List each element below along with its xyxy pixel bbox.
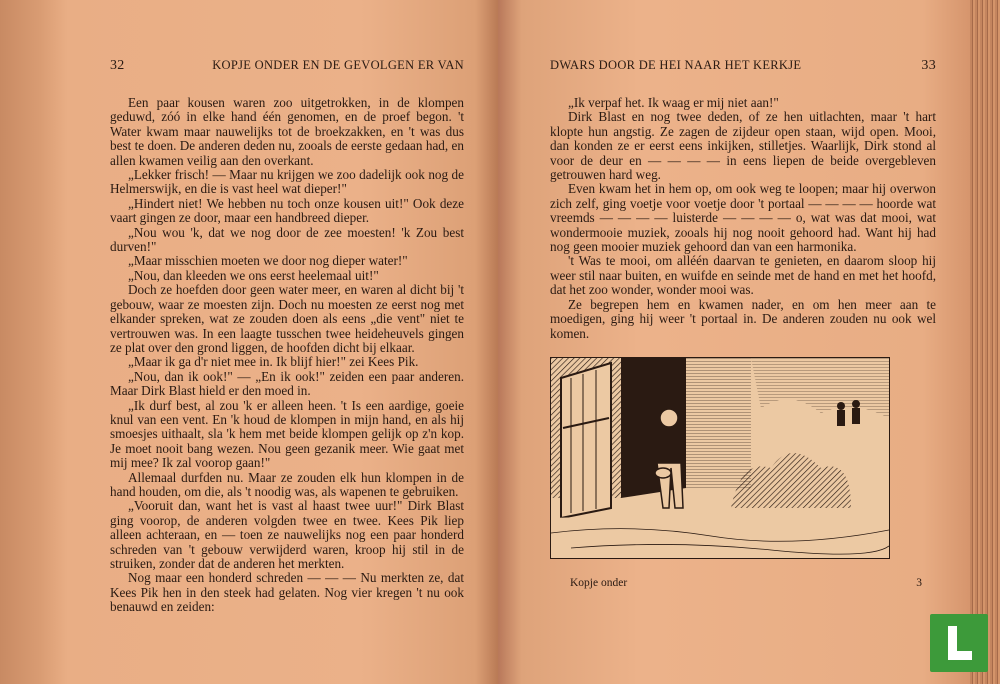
right-page-number: 33 [921, 58, 936, 73]
right-running-head: DWARS DOOR DE HEI NAAR HET KERKJE [550, 58, 802, 72]
right-page-body [550, 96, 936, 341]
paragraph: „Ik durf best, al zou 'k er alleen heen. 't Is een aardige, goeie knul van een vent. En 'k houd de klompen in mijn hand, en als hij smoesjes uithaalt, sla 'k hem met beide klompen gelijk op z'n kop. Je moet nooit bang wezen. Nou geen gezanik meer. Wie gaat met mij mee? Ik zal voorop gaan!" [110, 397, 464, 471]
watermark-logo [930, 614, 988, 672]
woodcut-illustration [550, 357, 890, 559]
paragraph: „Maar ik ga d'r niet mee in. Ik blijf hier!" zei Kees Pik. [128, 354, 419, 370]
paragraph: Ze begrepen hem en kwamen nader, en om hen meer aan te moedigen, ging hij weer 't portaal in. De anderen zouden nu ook wel komen. [550, 296, 936, 341]
paragraph: Een paar kousen waren zoo uitgetrokken, in de klompen geduwd, zóó in elke hand één genomen, en de proef begon. 't Water kwam maar nauwelijks tot de broekzakken, en 't was dus best te doen. De anderen deden nu, zooals de eerste gedaan had, en allen kwamen veilig aan den overkant. [110, 95, 464, 168]
paragraph: Dirk Blast en nog twee deden, of ze hen uitlachten, maar 't hart klopte hun angstig. Ze zagen de zijdeur open staan, wijd open. Mooi, dan konden ze er eerst eens inkijken, stilletjes. Waarlijk, Dirk stond al voor de deur en — — — — in eens liepen de beide overgebleven getrouwen hard weg. [550, 109, 936, 183]
right-page-header [550, 58, 936, 74]
paragraph: „Hindert niet! We hebben nu toch onze kousen uit!" Ook deze vaart gingen ze door, maar een handbreed dieper. [110, 195, 464, 226]
paragraph: „Nou, dan ik ook!" — „En ik ook!" zeiden een paar anderen. Maar Dirk Blast hield er den moed in. [110, 368, 464, 399]
paragraph: „Ik verpaf het. Ik waag er mij niet aan!" [568, 95, 779, 110]
right-page-footer [550, 577, 936, 589]
paragraph: „Lekker frisch! — Maar nu krijgen we zoo dadelijk ook nog de Helmerswijk, en die is vast heel wat dieper!" [110, 167, 464, 197]
paragraph: „Nou wou 'k, dat we nog door de zee moesten! 'k Zou best durven!" [110, 224, 464, 255]
left-page-header [110, 58, 464, 74]
signature-number: 3 [916, 576, 922, 589]
paragraph: „Nou, dan kleeden we ons eerst heelemaal uit!" [128, 267, 379, 283]
paragraph: „Vooruit dan, want het is vast al haast twee uur!" Dirk Blast ging voorop, de anderen volgden twee en twee. Kees Pik liep alleen achteraan, en — toen ze nauwelijks nog een paar honderd schreden van 't gebouw verwijderd waren, kroop hij stil in de struiken, zonder dat de anderen het merkten. [110, 498, 464, 571]
right-page [498, 0, 970, 684]
page-edges [970, 0, 1000, 684]
paragraph: Nog maar een honderd schreden — — — Nu merkten ze, dat Kees Pik hen in den steek had gelaten. Nog vier kregen 't nu ook benauwd en zeiden: [110, 570, 464, 615]
paragraph: „Maar misschien moeten we door nog dieper water!" [128, 253, 408, 269]
left-page-number: 32 [110, 58, 125, 73]
left-page [40, 0, 498, 684]
paragraph: 't Was te mooi, om alléén daarvan te genieten, en daarom sloop hij weer stil naar buiten, en wuifde en seinde met de hand en met het hoofd, dat het zoo wonder, wonder mooi was. [550, 253, 936, 298]
paragraph: Even kwam het in hem op, om ook weg te loopen; maar hij overwon zich zelf, ging voetje voor voetje door 't portaal — — — — hoorde wat vreemds — — — — luisterde — — — — o, wat was dat mooi, wat wondermooie muziek, zooals hij nog nooit gehoord had. Want hij had nog geen mooier muziek gehoord dan van een harmonika. [550, 181, 936, 255]
left-page-body [110, 96, 464, 615]
signature-mark: Kopje onder [570, 576, 628, 589]
paragraph: Allemaal durfden nu. Maar ze zouden elk hun klompen in de hand houden, om die, als 't noodig was, als wapenen te gebruiken. [110, 469, 464, 499]
illustration-drawing [551, 358, 889, 558]
left-book-edge [0, 0, 40, 684]
left-running-head: KOPJE ONDER EN DE GEVOLGEN ER VAN [212, 58, 464, 72]
paragraph: Doch ze hoefden door geen water meer, en waren al dicht bij 't gebouw, waar ze moesten zijn. Doch nu moesten ze eerst nog met elkander spreken, wat ze zouden doen als eens „die vent" niet te vertrouwen was. In een laagte tusschen twee heideheuvels gingen ze plat over den grond liggen, de hoofden dicht bij elkaar. [110, 282, 464, 355]
